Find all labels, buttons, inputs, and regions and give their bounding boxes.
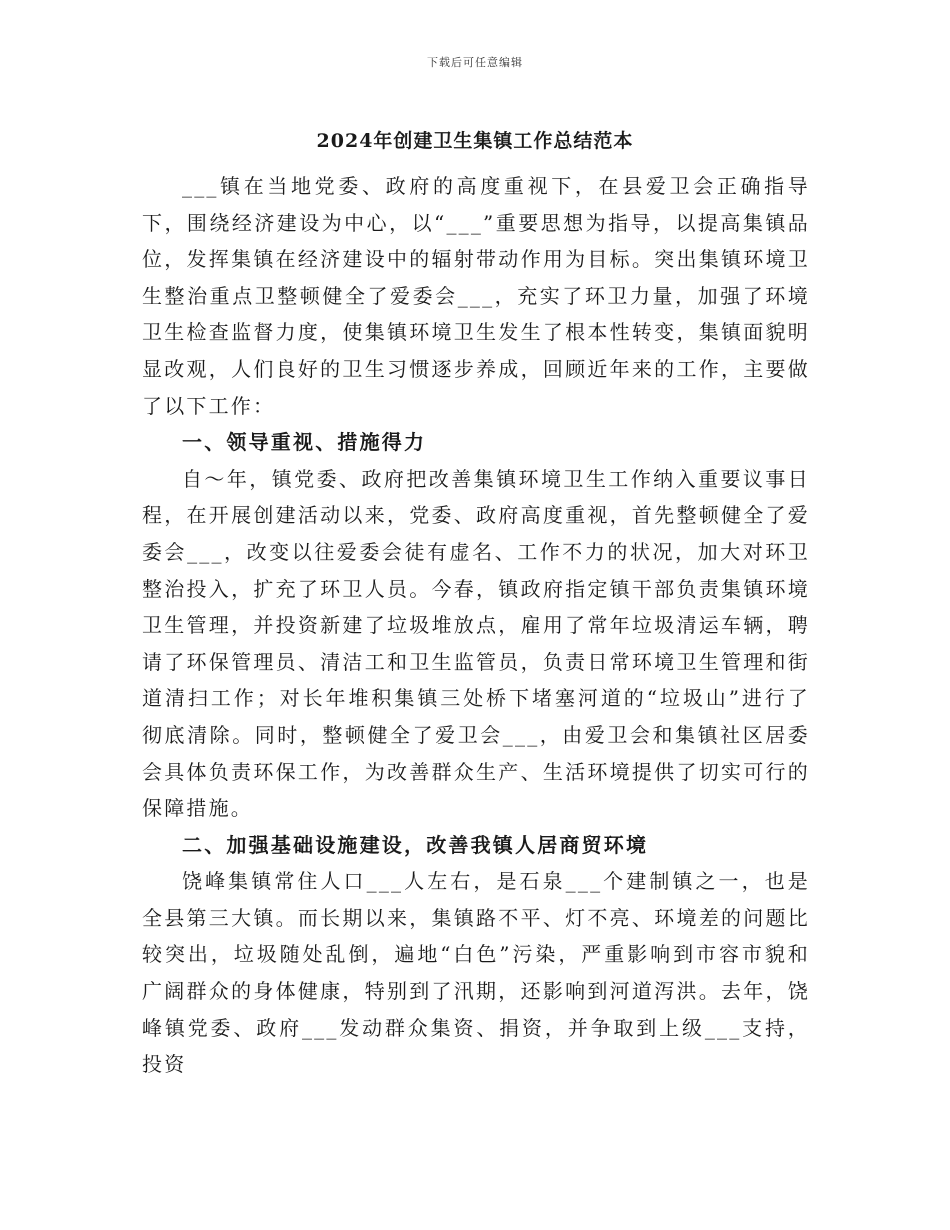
document-body: [142, 168, 810, 1083]
section-2-paragraph: 饶峰集镇常住人口___人左右，是石泉___个建制镇之一，也是全县第三大镇。而长期以来，集镇路不平、灯不亮、环境差的问题比较突出，垃圾随处乱倒，遍地“白色”污染，严重影响到市容市貌和广阔群众的身体健康，特别到了汛期，还影响到河道泻洪。去年，饶峰镇党委、政府___发动群众集资、捐资，并争取到上级___支持，投资: [142, 869, 810, 1077]
section-1-heading: 一、领导重视、措施得力: [182, 430, 427, 455]
section-2-heading: 二、加强基础设施建设，改善我镇人居商贸环境: [182, 832, 649, 857]
document-title: 2024年创建卫生集镇工作总结范本: [316, 130, 634, 152]
section-1-paragraph: 自～年，镇党委、政府把改善集镇环境卫生工作纳入重要议事日程，在开展创建活动以来，党委、政府高度重视，首先整顿健全了爱委会___，改变以往爱委会徒有虚名、工作不力的状况，加大对环卫整治投入，扩充了环卫人员。今春，镇政府指定镇干部负责集镇环境卫生管理，并投资新建了垃圾堆放点，雇用了常年垃圾清运车辆，聘请了环保管理员、清洁工和卫生监管员，负责日常环境卫生管理和街道清扫工作；对长年堆积集镇三处桥下堵塞河道的“垃圾山”进行了彻底清除。同时，整顿健全了爱卫会___，由爱卫会和集镇社区居委会具体负责环保工作，为改善群众生产、生活环境提供了切实可行的保障措施。: [142, 466, 810, 821]
intro-paragraph: ___镇在当地党委、政府的高度重视下，在县爱卫会正确指导下，围绕经济建设为中心，以“___”重要思想为指导，以提高集镇品位，发挥集镇在经济建设中的辐射带动作用为目标。突出集镇环境卫生整治重点卫整顿健全了爱委会___，充实了环卫力量，加强了环境卫生检查监督力度，使集镇环境卫生发生了根本性转变，集镇面貌明显改观，人们良好的卫生习惯逐步养成，回顾近年来的工作，主要做了以下工作：: [142, 174, 810, 418]
header-note: 下载后可任意编辑: [427, 56, 523, 69]
